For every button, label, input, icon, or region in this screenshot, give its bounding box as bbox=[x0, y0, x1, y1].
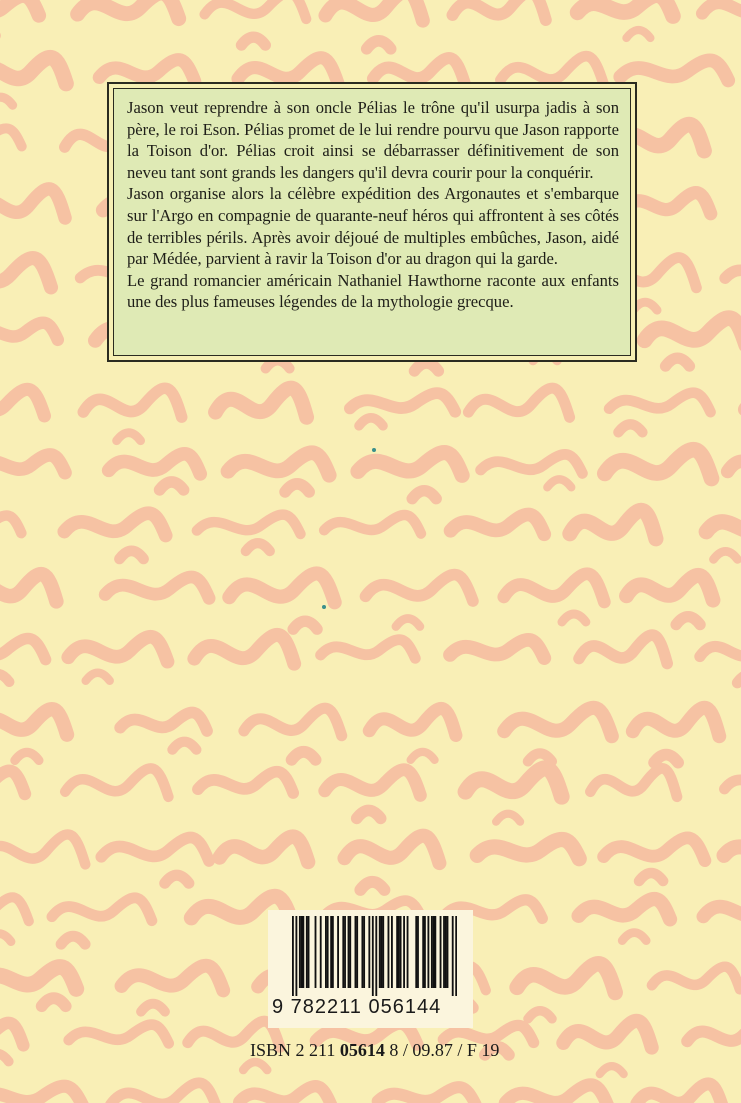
pattern-stroke bbox=[624, 193, 711, 214]
pattern-stroke bbox=[358, 453, 462, 476]
isbn-bold-part: 05614 bbox=[339, 1040, 385, 1060]
barcode-bar bbox=[306, 916, 308, 988]
barcode-bar bbox=[455, 916, 457, 996]
barcode-bar bbox=[299, 916, 301, 988]
pattern-curl bbox=[42, 998, 66, 1006]
pattern-curl bbox=[622, 933, 646, 941]
barcode-bar bbox=[396, 916, 398, 988]
pattern-stroke bbox=[504, 708, 612, 736]
pattern-stroke bbox=[229, 573, 334, 602]
pattern-stroke bbox=[239, 1086, 331, 1103]
pattern-stroke bbox=[703, 898, 741, 920]
barcode-bar bbox=[308, 916, 310, 988]
pattern-curl bbox=[654, 755, 678, 763]
pattern-curl bbox=[61, 936, 85, 944]
barcode-bar bbox=[325, 916, 327, 988]
pattern-curl bbox=[562, 614, 586, 622]
pattern-stroke bbox=[652, 967, 740, 990]
pattern-stroke bbox=[198, 772, 293, 793]
barcode-bar bbox=[292, 916, 294, 996]
pattern-curl bbox=[528, 1011, 552, 1019]
pattern-stroke bbox=[99, 60, 194, 82]
pattern-curl bbox=[165, 875, 189, 883]
pattern-stroke bbox=[466, 768, 562, 796]
pattern-stroke bbox=[505, 1085, 608, 1103]
pattern-stroke bbox=[101, 838, 209, 861]
pattern-curl bbox=[626, 30, 650, 38]
pattern-curl bbox=[285, 484, 309, 492]
pattern-stroke bbox=[0, 771, 25, 794]
pattern-curl bbox=[0, 934, 11, 942]
pattern-curl bbox=[359, 418, 383, 426]
barcode-bar bbox=[431, 916, 433, 988]
pattern-stroke bbox=[373, 58, 465, 83]
pattern-stroke bbox=[0, 897, 29, 921]
pattern-stroke bbox=[453, 0, 546, 20]
pattern-stroke bbox=[637, 1084, 723, 1103]
pattern-curl bbox=[547, 479, 571, 487]
pattern-stroke bbox=[724, 772, 741, 793]
pattern-stroke bbox=[326, 0, 423, 21]
pattern-stroke bbox=[0, 516, 21, 534]
pattern-stroke bbox=[579, 635, 667, 663]
barcode-bar bbox=[434, 916, 436, 988]
barcode-bar bbox=[382, 916, 384, 988]
barcode-bar bbox=[407, 916, 409, 988]
pattern-curl bbox=[414, 363, 438, 371]
pattern-stroke bbox=[725, 263, 741, 281]
barcode-bar bbox=[391, 916, 393, 988]
barcode-bar bbox=[349, 916, 351, 988]
pattern-stroke bbox=[570, 510, 656, 538]
pattern-stroke bbox=[578, 0, 673, 16]
pattern-curl bbox=[243, 1062, 267, 1070]
pattern-curl bbox=[0, 1054, 9, 1062]
pattern-stroke bbox=[0, 323, 58, 340]
pattern-stroke bbox=[216, 388, 307, 417]
pattern-stroke bbox=[0, 58, 66, 84]
pattern-stroke bbox=[78, 0, 179, 19]
pattern-curl bbox=[496, 814, 520, 822]
barcode-bar bbox=[422, 916, 424, 988]
summary-box bbox=[107, 82, 637, 362]
pattern-stroke bbox=[64, 513, 165, 535]
summary-paragraph-2: Jason organise alors la célèbre expédition des Argonautes et s'embarque sur l'Argo en compagnie de quarante-neuf héros qui affrontent à ses côtés de terribles périls. Après avoir déjoué de multiples embûches, Jason, aidé par Médée, parvient à ravir la Toison d'or au dragon qui la garde. bbox=[127, 184, 619, 269]
barcode-bar bbox=[368, 916, 370, 988]
barcode-bar bbox=[342, 916, 344, 988]
pattern-stroke bbox=[579, 899, 670, 919]
pattern-stroke bbox=[228, 453, 329, 475]
pattern-stroke bbox=[0, 189, 65, 218]
pattern-stroke bbox=[238, 58, 338, 84]
barcode-bar bbox=[375, 916, 377, 996]
isbn-suffix: 8 / 09.87 / F 19 bbox=[389, 1040, 500, 1060]
summary-paragraph-1: Jason veut reprendre à son oncle Pélias le trône qu'il usurpa jadis à son père, le roi Eson. Pélias promet de le lui rendre pourvu que Jason rapporte la Toison d'or. Pélias croit ainsi se débarrasser définitivement de son neveu tant sont grands les dangers qu'il devra courir pour la conquérir. bbox=[127, 98, 619, 182]
summary-text-panel bbox=[113, 88, 631, 356]
pattern-curl bbox=[246, 543, 270, 551]
pattern-stroke bbox=[111, 1083, 218, 1103]
pattern-stroke bbox=[0, 258, 51, 287]
barcode-bar bbox=[400, 916, 402, 988]
barcode-bar bbox=[388, 916, 390, 988]
pattern-curl bbox=[120, 551, 144, 559]
barcode-bar bbox=[447, 916, 449, 988]
pattern-stroke bbox=[0, 0, 39, 16]
barcode bbox=[268, 910, 473, 1028]
pattern-curl bbox=[411, 752, 435, 760]
pattern-stroke bbox=[52, 898, 152, 921]
pattern-curl bbox=[666, 358, 690, 366]
pattern-stroke bbox=[366, 575, 473, 601]
pattern-curl bbox=[141, 1004, 165, 1012]
pattern-curl bbox=[160, 482, 184, 490]
pattern-stroke bbox=[120, 713, 207, 731]
pattern-stroke bbox=[728, 452, 741, 475]
pattern-curl bbox=[0, 674, 9, 682]
barcode-bar bbox=[427, 916, 429, 988]
pattern-stroke bbox=[369, 708, 456, 735]
pattern-curl bbox=[396, 619, 420, 627]
pattern-stroke bbox=[504, 574, 605, 602]
pattern-stroke bbox=[706, 513, 741, 535]
barcode-bar bbox=[424, 916, 426, 988]
isbn-line bbox=[250, 1040, 510, 1061]
barcode-bar bbox=[415, 916, 417, 988]
barcode-bar bbox=[344, 916, 346, 988]
pattern-stroke bbox=[702, 0, 741, 18]
barcode-bar bbox=[330, 916, 332, 988]
barcode-bar bbox=[372, 916, 374, 996]
pattern-stroke bbox=[604, 838, 705, 861]
barcode-bar bbox=[301, 916, 303, 988]
barcode-bar bbox=[381, 916, 383, 988]
pattern-stroke bbox=[244, 708, 342, 735]
pattern-stroke bbox=[0, 639, 46, 660]
barcode-bar bbox=[327, 916, 329, 988]
barcode-bar bbox=[320, 916, 322, 988]
pattern-stroke bbox=[350, 393, 455, 412]
barcode-bar bbox=[337, 916, 339, 988]
barcode-bar bbox=[452, 916, 454, 996]
pattern-stroke bbox=[83, 388, 181, 417]
pattern-stroke bbox=[500, 56, 604, 85]
pattern-stroke bbox=[645, 318, 741, 345]
pattern-stroke bbox=[197, 515, 301, 534]
pattern-stroke bbox=[0, 709, 67, 734]
pattern-stroke bbox=[345, 836, 440, 863]
pattern-stroke bbox=[0, 455, 65, 473]
pattern-stroke bbox=[687, 1023, 741, 1045]
pattern-stroke bbox=[563, 1021, 651, 1048]
pattern-curl bbox=[117, 433, 141, 441]
pattern-stroke bbox=[109, 454, 201, 474]
barcode-bar bbox=[315, 916, 317, 988]
barcode-bar bbox=[433, 916, 435, 988]
isbn-prefix: ISBN 2 211 bbox=[250, 1040, 336, 1060]
pattern-stroke bbox=[324, 515, 421, 534]
pattern-stroke bbox=[517, 964, 615, 993]
pattern-stroke bbox=[468, 388, 569, 417]
pattern-stroke bbox=[0, 967, 76, 989]
pattern-stroke bbox=[481, 454, 583, 473]
pattern-curl bbox=[737, 675, 741, 683]
barcode-digits: 9 782211 056144 bbox=[272, 996, 442, 1018]
pattern-stroke bbox=[609, 393, 710, 412]
pattern-curl bbox=[292, 752, 316, 760]
pattern-stroke bbox=[205, 0, 307, 19]
ink-speck bbox=[322, 605, 326, 609]
pattern-stroke bbox=[321, 640, 416, 659]
pattern-stroke bbox=[605, 450, 712, 479]
barcode-bar bbox=[445, 916, 447, 988]
pattern-curl bbox=[360, 882, 384, 890]
pattern-curl bbox=[600, 1066, 624, 1074]
pattern-curl bbox=[412, 491, 436, 499]
pattern-curl bbox=[357, 810, 381, 818]
pattern-stroke bbox=[68, 637, 167, 662]
pattern-stroke bbox=[105, 577, 209, 598]
pattern-stroke bbox=[633, 708, 720, 737]
summary-paragraph-3: Le grand romancier américain Nathaniel Hawthorne raconte aux enfants une des plus fameuses légendes de la mythologie grecque. bbox=[127, 270, 619, 312]
barcode-bar bbox=[356, 916, 358, 988]
barcode-bar bbox=[361, 916, 363, 988]
pattern-stroke bbox=[122, 966, 224, 991]
pattern-curl bbox=[714, 551, 738, 559]
barcode-bar bbox=[440, 916, 442, 988]
barcode-bar bbox=[302, 916, 304, 988]
pattern-stroke bbox=[0, 574, 56, 601]
pattern-stroke bbox=[194, 635, 294, 664]
pattern-stroke bbox=[451, 515, 545, 535]
pattern-stroke bbox=[65, 768, 168, 796]
barcode-bar bbox=[417, 916, 419, 988]
pattern-curl bbox=[639, 873, 663, 881]
pattern-curl bbox=[172, 742, 196, 750]
pattern-stroke bbox=[477, 839, 579, 858]
ink-speck bbox=[372, 448, 376, 452]
barcode-bar bbox=[443, 916, 445, 988]
barcode-bar bbox=[355, 916, 357, 988]
pattern-curl bbox=[15, 752, 39, 760]
pattern-curl bbox=[618, 424, 642, 432]
barcode-bar bbox=[379, 916, 381, 988]
pattern-stroke bbox=[700, 638, 741, 661]
pattern-curl bbox=[241, 37, 265, 45]
barcode-bars bbox=[292, 916, 457, 996]
pattern-curl bbox=[86, 673, 110, 681]
pattern-stroke bbox=[620, 60, 728, 80]
pattern-curl bbox=[293, 621, 317, 629]
barcode-bar bbox=[403, 916, 405, 988]
pattern-stroke bbox=[590, 768, 677, 796]
pattern-stroke bbox=[450, 640, 544, 658]
pattern-stroke bbox=[220, 837, 309, 862]
pattern-curl bbox=[0, 97, 13, 105]
pattern-stroke bbox=[0, 389, 44, 416]
barcode-bar bbox=[332, 916, 334, 988]
barcode-bar bbox=[348, 916, 350, 988]
pattern-stroke bbox=[0, 1086, 83, 1103]
pattern-stroke bbox=[0, 1023, 23, 1045]
barcode-bar bbox=[363, 916, 365, 988]
pattern-curl bbox=[528, 753, 552, 761]
pattern-stroke bbox=[724, 839, 741, 858]
barcode-bar bbox=[398, 916, 400, 988]
pattern-stroke bbox=[0, 128, 22, 146]
barcode-bar bbox=[295, 916, 297, 996]
pattern-stroke bbox=[325, 770, 421, 796]
pattern-stroke bbox=[627, 575, 714, 600]
pattern-stroke bbox=[378, 1087, 476, 1103]
pattern-curl bbox=[676, 617, 700, 625]
pattern-stroke bbox=[69, 1025, 169, 1044]
pattern-stroke bbox=[0, 834, 85, 864]
pattern-curl bbox=[367, 41, 391, 49]
